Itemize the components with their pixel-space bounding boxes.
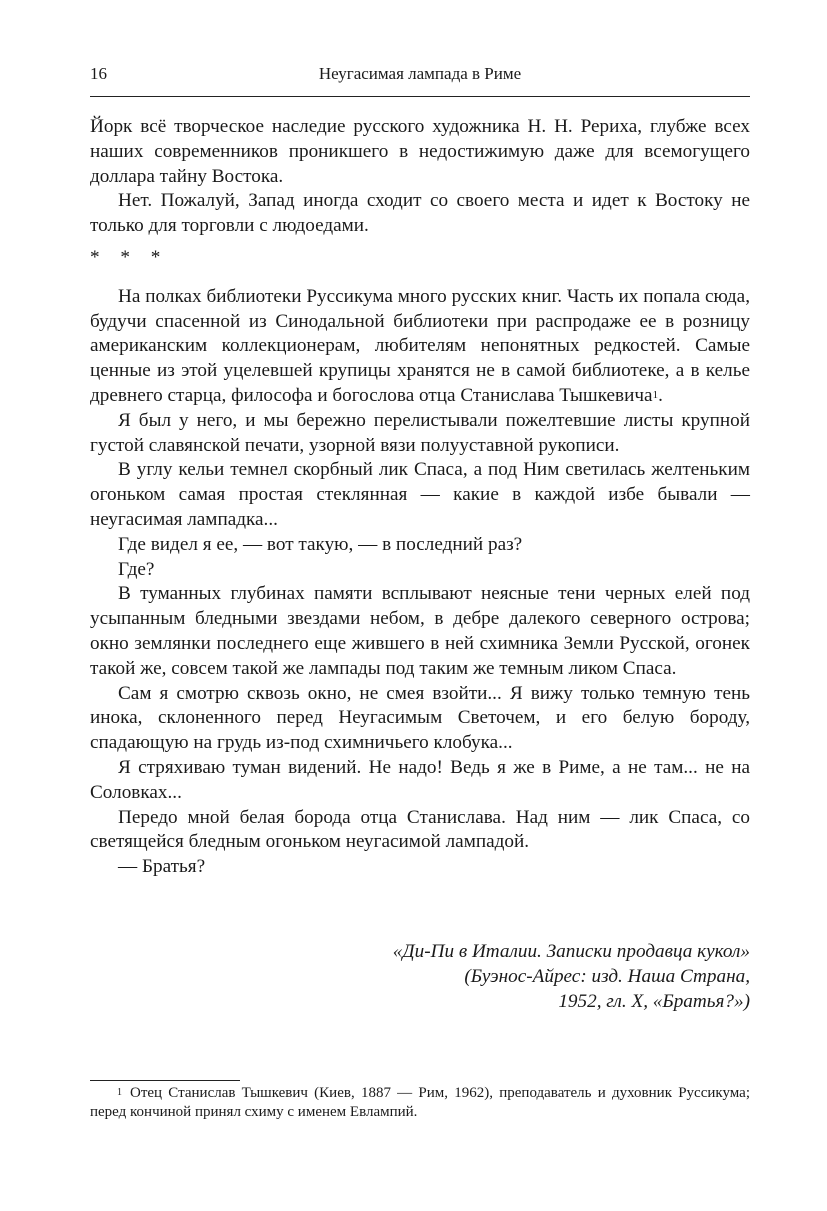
paragraph-end: . — [658, 384, 663, 406]
paragraph: — Братья? — [118, 856, 206, 878]
footnote-number: 1 — [117, 1087, 122, 1098]
paragraph: Я стряхиваю туман видений. Не надо! Ведь я же в Риме, а не там... не на Соловках... — [90, 756, 750, 803]
paragraph — [90, 285, 750, 409]
footnote-text: Отец Станислав Тышкевич (Киев, 1887 — Рим, 1962), преподаватель и духовник Руссикума; перед кончиной принял схиму с именем Евлампий. — [90, 1085, 750, 1120]
main-text — [90, 115, 750, 880]
paragraph-text: На полках библиотеки Руссикума много русских книг. Часть их попала сюда, будучи спасенной из Синодальной библиотеки при распродаже ее в розницу американским коллекционерам, любителям непонятных редкостей. Самые ценные из этой уцелевшей крупицы хранятся не в самой библиотеке, а в келье древнего старца, философа и богослова отца Станислава Тышкевича — [90, 285, 750, 406]
citation-line: 1952, гл. X, «Братья?») — [558, 990, 750, 1012]
footnote-reference[interactable]: 1 — [652, 388, 659, 401]
paragraph: Я был у него, и мы бережно перелистывали пожелтевшие листы крупной густой славянской печати, узорной вязи полууставной рукописи. — [90, 409, 750, 456]
paragraph: Передо мной белая борода отца Станислава. Над ним — лик Спаса, со светящейся бледным огоньком неугасимой лампадой. — [90, 806, 750, 853]
footnote — [90, 1084, 750, 1122]
source-citation — [393, 940, 750, 1014]
paragraph: В туманных глубинах памяти всплывают неясные тени черных елей под усыпанным бледными звездами небом, в дебре далекого северного острова; окно землянки последнего еще жившего в ней схимника Земли Русской, огонек такой же, совсем такой же лампады под таким же темным ликом Спаса. — [90, 583, 750, 679]
paragraph: Где видел я ее, — вот такую, — в последний раз? — [118, 533, 523, 555]
page-number: 16 — [90, 64, 107, 83]
citation-line: «Ди-Пи в Италии. Записки продавца кукол» — [392, 941, 750, 962]
section-separator: * * * — [90, 246, 169, 268]
page-header — [90, 64, 750, 86]
paragraph: Йорк всё творческое наследие русского художника Н. Н. Рериха, глубже всех наших современников проникшего в недостижимую даже для всемогущего доллара тайну Востока. — [90, 116, 750, 187]
header-rule — [90, 96, 750, 97]
paragraph: Где? — [118, 558, 155, 580]
citation-line: (Буэнос-Айрес: изд. Наша Страна, — [464, 965, 750, 987]
paragraph: Сам я смотрю сквозь окно, не смея взойти... Я вижу только темную тень инока, склоненного перед Неугасимым Светочем, и его белую бороду, спадающую на грудь из-под схимничьего клобука... — [90, 682, 750, 754]
paragraph: В углу кельи темнел скорбный лик Спаса, а под Ним светилась желтеньким огоньком самая простая стеклянная — какие в каждой избе бывали — неугасимая лампадка... — [90, 459, 750, 530]
footnote-rule — [90, 1080, 240, 1081]
paragraph: Нет. Пожалуй, Запад иногда сходит со своего места и идет к Востоку не только для торговли с людоедами. — [90, 190, 750, 237]
running-title: Неугасимая лампада в Риме — [318, 64, 522, 83]
footnote-body — [90, 1084, 750, 1122]
